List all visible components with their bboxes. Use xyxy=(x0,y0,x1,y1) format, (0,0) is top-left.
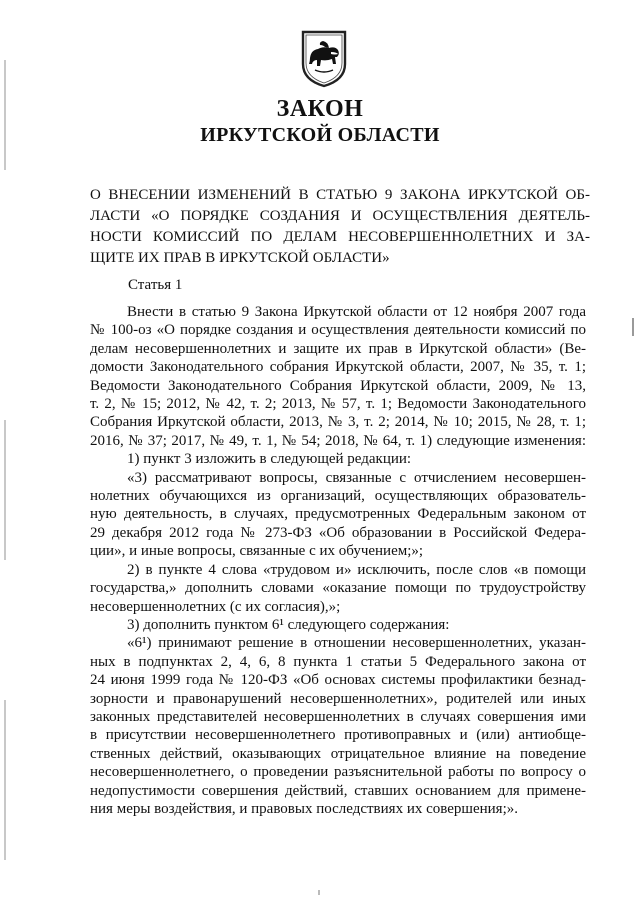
scan-edge-mark xyxy=(4,420,6,560)
article-heading: Статья 1 xyxy=(128,277,183,293)
body-line: Внести в статью 9 Закона Иркутской области от 12 ноября 2007 года xyxy=(127,304,586,320)
body-line: ции», и иные вопросы, связанные с их обучением;»; xyxy=(90,543,424,560)
law-subject xyxy=(90,185,590,269)
body-line: законных представителей несовершеннолетних в случаях совершения ими xyxy=(90,708,586,725)
scan-edge-mark xyxy=(4,700,6,860)
body-line: недопустимости совершения действий, ставших основанием для примене- xyxy=(90,782,586,799)
body-line: нолетних обучающихся из организаций, осуществляющих образователь- xyxy=(90,488,586,505)
body-line: «6¹) принимают решение в отношении несовершеннолетних, указан- xyxy=(127,635,586,652)
body-line: государства,» дополнить словами «оказание помощи по трудоустройству xyxy=(90,580,586,597)
body-line: Собрания Иркутской области, 2013, № 3, т. 2; 2014, № 10; 2015, № 28, т. 1; xyxy=(90,414,586,431)
body-line: ную деятельность, в случаях, предусмотренных Федеральным законом от xyxy=(90,506,586,523)
body-line: несовершеннолетнего, о проведении разъяснительной работы по вопросу о xyxy=(90,764,586,781)
body-line: т. 2, № 15; 2012, № 42, т. 2; 2013, № 57, т. 1; Ведомости Законодательного xyxy=(90,396,586,413)
law-region: ИРКУТСКОЙ ОБЛАСТИ xyxy=(200,124,440,146)
body-line: ственных действий, оказывающих отрицательное влияние на поведение xyxy=(90,745,586,762)
body-line: ния меры воздействия, и правовых последствиях их совершения;». xyxy=(90,800,518,817)
body-line: 24 июня 1999 года № 120-ФЗ «Об основах системы профилактики безнад- xyxy=(90,672,586,689)
scan-dot xyxy=(318,890,320,895)
body-line: «3) рассматривают вопросы, связанные с отчислением несовершен- xyxy=(127,469,586,486)
body-line: несовершеннолетних (с их согласия),»; xyxy=(90,598,341,615)
subject-line: О ВНЕСЕНИИ ИЗМЕНЕНИЙ В СТАТЬЮ 9 ЗАКОНА ИРКУТСКОЙ ОБ- xyxy=(90,187,590,203)
body-line: 2) в пункте 4 слова «трудовом и» исключить, после слов «в помощи xyxy=(127,561,586,578)
body-line: № 100-оз «О порядке создания и осуществления деятельности комиссий по xyxy=(90,322,586,339)
body-line: Ведомости Законодательного Собрания Иркутской области, 2009, № 13, xyxy=(90,377,586,394)
body-line: домости Законодательного собрания Иркутской области, 2007, № 35, т. 1; xyxy=(90,359,586,376)
body-line: ных в подпунктах 2, 4, 6, 8 пункта 1 статьи 5 Федерального закона от xyxy=(90,653,586,670)
law-title: ЗАКОН xyxy=(276,96,364,122)
subject-line: НОСТИ КОМИССИЙ ПО ДЕЛАМ НЕСОВЕРШЕННОЛЕТНИХ И ЗА- xyxy=(90,229,590,245)
scan-edge-mark xyxy=(632,318,634,336)
article-body xyxy=(90,303,586,818)
body-line: 3) дополнить пунктом 6¹ следующего содержания: xyxy=(127,616,450,633)
subject-line: ЩИТЕ ИХ ПРАВ В ИРКУТСКОЙ ОБЛАСТИ» xyxy=(90,250,390,266)
body-line: зорности и правонарушений несовершеннолетних», родителей или иных xyxy=(90,690,586,707)
irkutsk-coat-of-arms-icon xyxy=(301,30,347,88)
body-line: делам несовершеннолетних и защите их прав в Иркутской области» (Ве- xyxy=(90,340,586,357)
body-line: 1) пункт 3 изложить в следующей редакции: xyxy=(127,451,412,468)
body-line: в присутствии несовершеннолетнего противоправных и (или) антиобще- xyxy=(90,727,586,744)
subject-line: ЛАСТИ «О ПОРЯДКЕ СОЗДАНИЯ И ОСУЩЕСТВЛЕНИЯ ДЕЯТЕЛЬ- xyxy=(90,208,590,224)
body-line: 29 декабря 2012 года № 273-ФЗ «Об образовании в Российской Федера- xyxy=(90,524,586,541)
body-line: 2016, № 37; 2017, № 49, т. 1, № 54; 2018, № 64, т. 1) следующие изменения: xyxy=(90,432,586,449)
